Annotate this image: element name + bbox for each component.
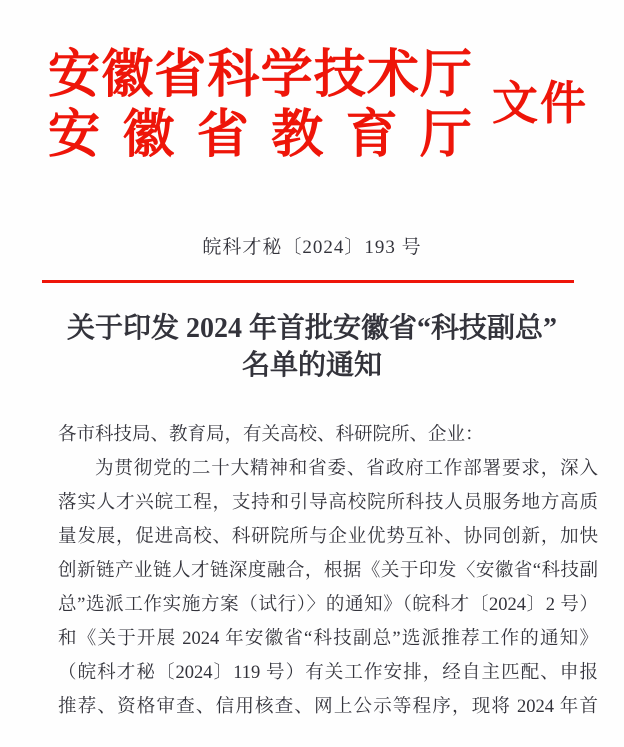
org-name-education-dept: 安徽省教育厅: [48, 107, 472, 164]
document-body: [58, 418, 598, 724]
letterhead: [0, 0, 624, 166]
body-paragraph-line: 推荐、资格审查、信用核查、网上公示等程序，现将 2024 年首: [58, 697, 598, 717]
body-paragraph-line: 落实人才兴皖工程，支持和引导高校院所科技人员服务地方高质: [58, 493, 598, 513]
document-number: 皖科才秘〔2024〕193 号: [202, 237, 422, 258]
red-separator-rule: [42, 280, 574, 283]
body-paragraph-line: 总”选派工作实施方案（试行）〉的通知》（皖科才〔2024〕2 号）: [58, 595, 598, 615]
document-type-label: 文件: [492, 78, 588, 129]
body-paragraph-line: 和《关于开展 2024 年安徽省“科技副总”选派推荐工作的通知》: [58, 629, 598, 649]
org-name-science-tech-dept: 安徽省科学技术厅: [48, 47, 472, 104]
issuing-organizations: [48, 46, 472, 166]
document-title: [0, 310, 624, 384]
body-paragraph-line: （皖科才秘〔2024〕119 号）有关工作安排，经自主匹配、申报: [58, 663, 598, 683]
body-paragraph-line: 创新链产业链人才链深度融合，根据《关于印发〈安徽省“科技副: [58, 561, 598, 581]
body-paragraph-line: 为贯彻党的二十大精神和省委、省政府工作部署要求，深入: [95, 459, 598, 479]
salutation-line: 各市科技局、教育局，有关高校、科研院所、企业：: [58, 425, 484, 445]
document-title-line2: 名单的通知: [241, 350, 382, 381]
body-paragraph-line: 量发展，促进高校、科研院所与企业优势互补、协同创新，加快: [58, 527, 598, 547]
document-title-line1: 关于印发 2024 年首批安徽省“科技副总”: [66, 313, 557, 344]
